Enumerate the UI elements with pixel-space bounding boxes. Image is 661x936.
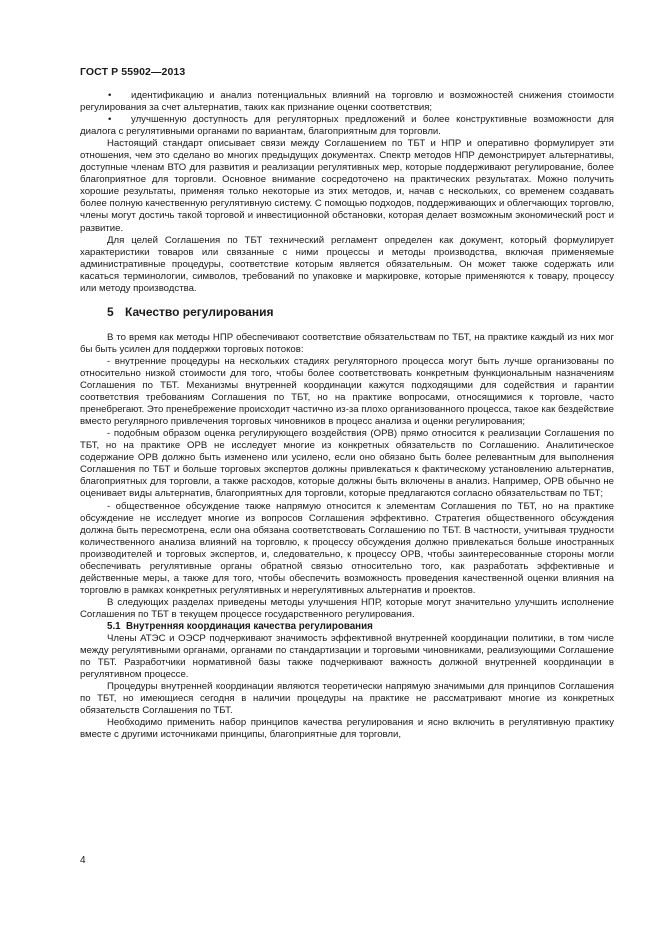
bullet-text: улучшенную доступность для регуляторных предложений и более конструктивные возможности для диалога с регулятивными органами по вариантам, благоприятным для торговли. [80, 114, 614, 138]
section-title: Качество регулирования [125, 304, 274, 319]
paragraph: - внутренние процедуры на нескольких стадиях регуляторного процесса могут быть лучше организованы по относительно низкой стоимости для того, чтобы более соответствовать конкретным функциональным назначениям Соглашения по ТБТ. Механизмы внутренней координации кажутся подходящими для содействия и гарантии соответствия требованиям Соглашения по ТБТ, но на практике вопросами, относящимися к торговле, часто пренебрегают. Это пренебрежение происходит частично из-за плохо организованного процесса, такое как бездействие вместо регулярного привлечения торговых чиновников в процесс анализа и оценки регулирования; [80, 355, 614, 428]
bullet-item [80, 90, 614, 114]
page-number: 4 [80, 855, 86, 866]
paragraph: - подобным образом оценка регулирующего воздействия (ОРВ) прямо относится к реализации Соглашения по ТБТ, но на практике ОРВ не исследует многие из конкретных обязательств по Соглашению. Аналитическое содержание ОРВ должно быть изменено или усилено, если оно обязано быть более релевантным для выполнения Соглашения по ТБТ и больше торговых экспертов должны привлекаться к фактическому установлению альтернатив, благоприятных для торговли, а также расходов, которые должны быть включены в анализ. Например, ОРВ обычно не оценивает виды альтернатив, благоприятных для торговли, которые предлагаются согласно обязательствам по ТБТ; [80, 428, 614, 500]
bullet-text: идентификацию и анализ потенциальных влияний на торговлю и возможностей снижения стоимости регулирования за счет альтернатив, таких как признание оценки соответствия; [80, 90, 614, 114]
bullet-item [80, 114, 614, 138]
section-heading [80, 306, 614, 318]
paragraph: Для целей Соглашения по ТБТ технический регламент определен как документ, который формулирует характеристики товаров или связанные с ними процессы и методы производства, включая применяемые административные процедуры, соответствие которым является обязательным. Он может также содержать или касаться терминологии, символов, требований по упаковке и маркировке, которые применяются к товару, процессу или методу производства. [80, 234, 614, 294]
subsection-title: Внутренняя координация качества регулирования [126, 620, 373, 632]
paragraph: Необходимо применить набор принципов качества регулирования и ясно включить в регулятивную практику вместе с другими источниками принципы, благоприятные для торговли, [80, 717, 614, 741]
subsection-number: 5.1 [107, 620, 121, 632]
paragraph: - общественное обсуждение также напрямую относится к элементам Соглашения по ТБТ, но на практике обсуждение не исследует многие из вопросов Соглашения эффективно. Стратегия общественного обсуждения должна быть пересмотрена, если она обязана соответствовать Соглашению по ТБТ. В частности, учитывая трудности количественного анализа влияний на торговлю, к процессу обсуждения должно привлекаться больше иностранных производителей и торговых экспертов, и, следовательно, к процессу ОРВ, чтобы заинтересованные стороны могли обеспечивать регулятивные органы обратной связью относительно того, как разработать эффективные и действенные меры, а также для того, чтобы обеспечить возможность проведения качественной оценки влияния на торговлю в рамках конкретных регулятивных и нерегулятивных альтернатив и проектов. [80, 500, 614, 596]
subsection-heading [80, 621, 614, 633]
paragraph: Процедуры внутренней координации являются теоретически напрямую значимыми для принципов Соглашения по ТБТ, но имеющиеся сегодня в наличии процедуры на практике не рассматривают многие из конкретных обязательств Соглашения по ТБТ. [80, 681, 614, 717]
bullet-icon: • [108, 114, 112, 126]
section-number: 5 [107, 304, 114, 319]
paragraph: В то время как методы НПР обеспечивают соответствие обязательствам по ТБТ, на практике каждый из них мог бы быть усилен для поддержки торговых потоков: [80, 331, 614, 355]
paragraph: В следующих разделах приведены методы улучшения НПР, которые могут значительно улучшить исполнение Соглашения по ТБТ в текущем процессе государственного регулирования. [80, 596, 614, 620]
paragraph: Настоящий стандарт описывает связи между Соглашением по ТБТ и НПР и оперативно формулирует эти отношения, чем это сделано во многих предыдущих документах. Спектр методов НПР демонстрирует альтернативы, доступные членам ВТО для развития и реализации регулятивных мер, которые поддерживают регулирование, более благоприятное для торговли. Основное внимание сосредоточено на практических результатах. Можно получить хорошие результаты, применяя только некоторые из этих методов, и, начав с нескольких, со временем создавать более полную качественную регулятивную систему. С помощью подходов, поддерживающих и облегчающих торговлю, члены могут достичь такой торговой и инвестиционной обстановки, которая делает возможным экономический рост и развитие. [80, 138, 614, 234]
paragraph: Члены АТЭС и ОЭСР подчеркивают значимость эффективной внутренней координации политики, в том числе между регулятивными органами, органами по стандартизации и торговыми чиновниками, реализующими Соглашение по ТБТ. Разработчики нормативной базы также подчеркивают важность должной внутренней координации в регулятивном процессе. [80, 633, 614, 681]
document-body [80, 90, 614, 741]
bullet-icon: • [108, 90, 112, 101]
document-header: ГОСТ Р 55902—2013 [80, 66, 186, 78]
